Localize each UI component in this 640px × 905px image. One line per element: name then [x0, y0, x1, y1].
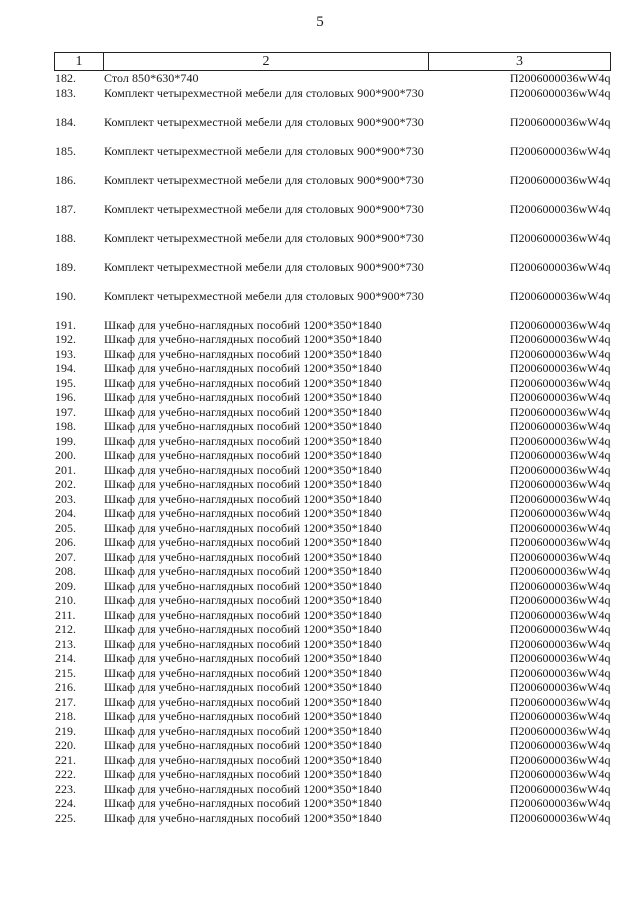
table-row — [55, 767, 611, 782]
row-number: 224. — [55, 796, 76, 810]
table-row — [55, 144, 611, 173]
row-number: 195. — [55, 375, 76, 390]
row-number: 205. — [55, 520, 76, 535]
item-code: П2006000036wW4q — [509, 636, 611, 651]
item-code: П2006000036wW4q — [509, 259, 611, 274]
item-code: П2006000036wW4q — [509, 317, 611, 332]
item-name: Шкаф для учебно-наглядных пособий 1200*350*1840 — [104, 433, 382, 448]
table-row — [55, 260, 611, 289]
row-number: 211. — [55, 607, 76, 622]
item-name: Шкаф для учебно-наглядных пособий 1200*350*1840 — [104, 810, 382, 825]
header-col-3: 3 — [429, 53, 611, 71]
item-name: Шкаф для учебно-наглядных пособий 1200*350*1840 — [104, 723, 382, 738]
row-number: 203. — [55, 491, 76, 506]
row-number: 215. — [55, 665, 76, 680]
item-name: Шкаф для учебно-наглядных пособий 1200*350*1840 — [104, 549, 382, 564]
item-code: П2006000036wW4q — [509, 462, 611, 477]
row-number: 201. — [55, 462, 76, 477]
item-code: П2006000036wW4q — [509, 143, 611, 158]
item-code: П2006000036wW4q — [509, 651, 611, 665]
item-name: Комплект четырехместной мебели для столовых 900*900*730 — [104, 172, 424, 187]
table-row — [55, 666, 611, 681]
row-number: 182. — [55, 71, 76, 85]
table-row — [55, 506, 611, 521]
item-code: П2006000036wW4q — [509, 390, 611, 404]
item-code: П2006000036wW4q — [509, 549, 611, 564]
table-row — [55, 521, 611, 536]
item-name: Шкаф для учебно-наглядных пособий 1200*350*1840 — [104, 317, 382, 332]
row-number: 191. — [55, 317, 76, 332]
item-name: Шкаф для учебно-наглядных пособий 1200*350*1840 — [104, 462, 382, 477]
row-number: 223. — [55, 781, 76, 796]
item-code: П2006000036wW4q — [509, 375, 611, 390]
item-name: Комплект четырехместной мебели для столовых 900*900*730 — [104, 201, 424, 216]
table-row — [55, 361, 611, 376]
row-number: 186. — [55, 172, 76, 187]
table-row — [55, 289, 611, 318]
row-number: 221. — [55, 752, 76, 767]
table-row — [55, 753, 611, 768]
row-number: 197. — [55, 404, 76, 419]
table-row — [55, 811, 611, 826]
table-row — [55, 477, 611, 492]
row-number: 189. — [55, 259, 76, 274]
row-number: 220. — [55, 738, 76, 752]
table-row — [55, 637, 611, 652]
item-code: П2006000036wW4q — [509, 578, 611, 593]
row-number: 217. — [55, 694, 76, 709]
table-header — [55, 53, 611, 71]
row-number: 192. — [55, 332, 76, 346]
row-number: 210. — [55, 593, 76, 607]
item-code: П2006000036wW4q — [509, 593, 611, 607]
item-name: Шкаф для учебно-наглядных пособий 1200*350*1840 — [104, 709, 382, 723]
table-row — [55, 724, 611, 739]
item-name: Шкаф для учебно-наглядных пособий 1200*350*1840 — [104, 738, 382, 752]
item-code: П2006000036wW4q — [509, 810, 611, 825]
item-code: П2006000036wW4q — [509, 564, 611, 578]
item-code: П2006000036wW4q — [509, 477, 611, 491]
row-number: 187. — [55, 201, 76, 216]
item-name: Шкаф для учебно-наглядных пособий 1200*350*1840 — [104, 520, 382, 535]
table-row — [55, 115, 611, 144]
item-code: П2006000036wW4q — [509, 172, 611, 187]
item-name: Шкаф для учебно-наглядных пособий 1200*350*1840 — [104, 419, 382, 433]
item-code: П2006000036wW4q — [509, 433, 611, 448]
item-code: П2006000036wW4q — [509, 506, 611, 520]
table-row — [55, 796, 611, 811]
item-name: Шкаф для учебно-наглядных пособий 1200*350*1840 — [104, 796, 382, 810]
table-body — [55, 71, 611, 826]
item-code: П2006000036wW4q — [509, 680, 611, 694]
item-name: Шкаф для учебно-наглядных пособий 1200*350*1840 — [104, 636, 382, 651]
item-name: Шкаф для учебно-наглядных пособий 1200*350*1840 — [104, 332, 382, 346]
item-name: Шкаф для учебно-наглядных пособий 1200*350*1840 — [104, 651, 382, 665]
item-name: Шкаф для учебно-наглядных пособий 1200*350*1840 — [104, 346, 382, 361]
item-code: П2006000036wW4q — [509, 738, 611, 752]
table-row — [55, 651, 611, 666]
row-number: 206. — [55, 535, 76, 549]
item-name: Шкаф для учебно-наглядных пособий 1200*350*1840 — [104, 535, 382, 549]
table-row — [55, 231, 611, 260]
item-name: Шкаф для учебно-наглядных пособий 1200*350*1840 — [104, 375, 382, 390]
item-code: П2006000036wW4q — [509, 346, 611, 361]
row-number: 214. — [55, 651, 76, 665]
item-code: П2006000036wW4q — [509, 752, 611, 767]
item-name: Шкаф для учебно-наглядных пособий 1200*350*1840 — [104, 781, 382, 796]
item-name: Шкаф для учебно-наглядных пособий 1200*350*1840 — [104, 361, 382, 375]
item-code: П2006000036wW4q — [509, 520, 611, 535]
table-row — [55, 405, 611, 420]
item-name: Шкаф для учебно-наглядных пособий 1200*350*1840 — [104, 622, 382, 636]
item-code: П2006000036wW4q — [509, 665, 611, 680]
item-code: П2006000036wW4q — [509, 723, 611, 738]
item-code: П2006000036wW4q — [509, 288, 611, 303]
item-code: П2006000036wW4q — [509, 404, 611, 419]
item-name: Шкаф для учебно-наглядных пособий 1200*350*1840 — [104, 578, 382, 593]
item-code: П2006000036wW4q — [509, 332, 611, 346]
item-code: П2006000036wW4q — [509, 230, 611, 245]
row-number: 208. — [55, 564, 76, 578]
table-row — [55, 550, 611, 565]
item-name: Шкаф для учебно-наглядных пособий 1200*350*1840 — [104, 390, 382, 404]
item-code: П2006000036wW4q — [509, 419, 611, 433]
item-name: Комплект четырехместной мебели для столовых 900*900*730 — [104, 85, 424, 100]
item-code: П2006000036wW4q — [509, 781, 611, 796]
row-number: 199. — [55, 433, 76, 448]
table-row — [55, 564, 611, 579]
table-row — [55, 347, 611, 362]
table-row — [55, 202, 611, 231]
item-code: П2006000036wW4q — [509, 709, 611, 723]
row-number: 212. — [55, 622, 76, 636]
table-row — [55, 448, 611, 463]
item-name: Шкаф для учебно-наглядных пособий 1200*350*1840 — [104, 607, 382, 622]
row-number: 225. — [55, 810, 76, 825]
table-row — [55, 593, 611, 608]
item-name: Стол 850*630*740 — [104, 71, 199, 85]
row-number: 185. — [55, 143, 76, 158]
table-row — [55, 782, 611, 797]
row-number: 222. — [55, 767, 76, 781]
row-number: 218. — [55, 709, 76, 723]
item-name: Шкаф для учебно-наглядных пособий 1200*350*1840 — [104, 506, 382, 520]
table-row — [55, 535, 611, 550]
item-name: Шкаф для учебно-наглядных пособий 1200*350*1840 — [104, 767, 382, 781]
table-row — [55, 86, 611, 115]
item-name: Шкаф для учебно-наглядных пособий 1200*350*1840 — [104, 477, 382, 491]
item-code: П2006000036wW4q — [509, 201, 611, 216]
table-row — [55, 492, 611, 507]
row-number: 209. — [55, 578, 76, 593]
inventory-table — [54, 52, 611, 825]
table-row — [55, 680, 611, 695]
header-col-1: 1 — [55, 53, 104, 71]
row-number: 196. — [55, 390, 76, 404]
table-row — [55, 622, 611, 637]
item-name: Шкаф для учебно-наглядных пособий 1200*350*1840 — [104, 752, 382, 767]
page-number: 5 — [316, 14, 324, 30]
item-name: Комплект четырехместной мебели для столовых 900*900*730 — [104, 259, 424, 274]
table-row — [55, 695, 611, 710]
item-code: П2006000036wW4q — [509, 85, 611, 100]
item-name: Комплект четырехместной мебели для столовых 900*900*730 — [104, 114, 424, 129]
table-row — [55, 332, 611, 347]
item-name: Шкаф для учебно-наглядных пособий 1200*350*1840 — [104, 593, 382, 607]
table-row — [55, 173, 611, 202]
row-number: 213. — [55, 636, 76, 651]
item-name: Шкаф для учебно-наглядных пособий 1200*350*1840 — [104, 404, 382, 419]
item-code: П2006000036wW4q — [509, 114, 611, 129]
row-number: 183. — [55, 85, 76, 100]
header-col-2: 2 — [104, 53, 429, 71]
item-code: П2006000036wW4q — [509, 448, 611, 462]
item-code: П2006000036wW4q — [509, 491, 611, 506]
item-name: Комплект четырехместной мебели для столовых 900*900*730 — [104, 288, 424, 303]
item-code: П2006000036wW4q — [509, 694, 611, 709]
row-number: 188. — [55, 230, 76, 245]
item-code: П2006000036wW4q — [509, 796, 611, 810]
table-row — [55, 434, 611, 449]
item-name: Шкаф для учебно-наглядных пособий 1200*350*1840 — [104, 491, 382, 506]
header-row — [55, 53, 611, 71]
item-code: П2006000036wW4q — [509, 361, 611, 375]
item-name: Шкаф для учебно-наглядных пособий 1200*350*1840 — [104, 665, 382, 680]
row-number: 202. — [55, 477, 76, 491]
table-row — [55, 318, 611, 333]
item-name: Комплект четырехместной мебели для столовых 900*900*730 — [104, 143, 424, 158]
row-number: 198. — [55, 419, 76, 433]
table-row — [55, 463, 611, 478]
row-number: 184. — [55, 114, 76, 129]
item-code: П2006000036wW4q — [509, 767, 611, 781]
item-name: Комплект четырехместной мебели для столовых 900*900*730 — [104, 230, 424, 245]
table-row — [55, 419, 611, 434]
table-row — [55, 608, 611, 623]
item-code: П2006000036wW4q — [509, 71, 611, 85]
table-row — [55, 390, 611, 405]
item-code: П2006000036wW4q — [509, 535, 611, 549]
row-number: 190. — [55, 288, 76, 303]
item-name: Шкаф для учебно-наглядных пособий 1200*350*1840 — [104, 564, 382, 578]
table-row — [55, 709, 611, 724]
row-number: 204. — [55, 506, 76, 520]
row-number: 219. — [55, 723, 76, 738]
item-name: Шкаф для учебно-наглядных пособий 1200*350*1840 — [104, 448, 382, 462]
table-row — [55, 71, 611, 86]
row-number: 193. — [55, 346, 76, 361]
table-row — [55, 376, 611, 391]
item-name: Шкаф для учебно-наглядных пособий 1200*350*1840 — [104, 680, 382, 694]
row-number: 207. — [55, 549, 76, 564]
item-code: П2006000036wW4q — [509, 607, 611, 622]
row-number: 200. — [55, 448, 76, 462]
table-row — [55, 579, 611, 594]
item-code: П2006000036wW4q — [509, 622, 611, 636]
item-name: Шкаф для учебно-наглядных пособий 1200*350*1840 — [104, 694, 382, 709]
row-number: 194. — [55, 361, 76, 375]
row-number: 216. — [55, 680, 76, 694]
table-row — [55, 738, 611, 753]
